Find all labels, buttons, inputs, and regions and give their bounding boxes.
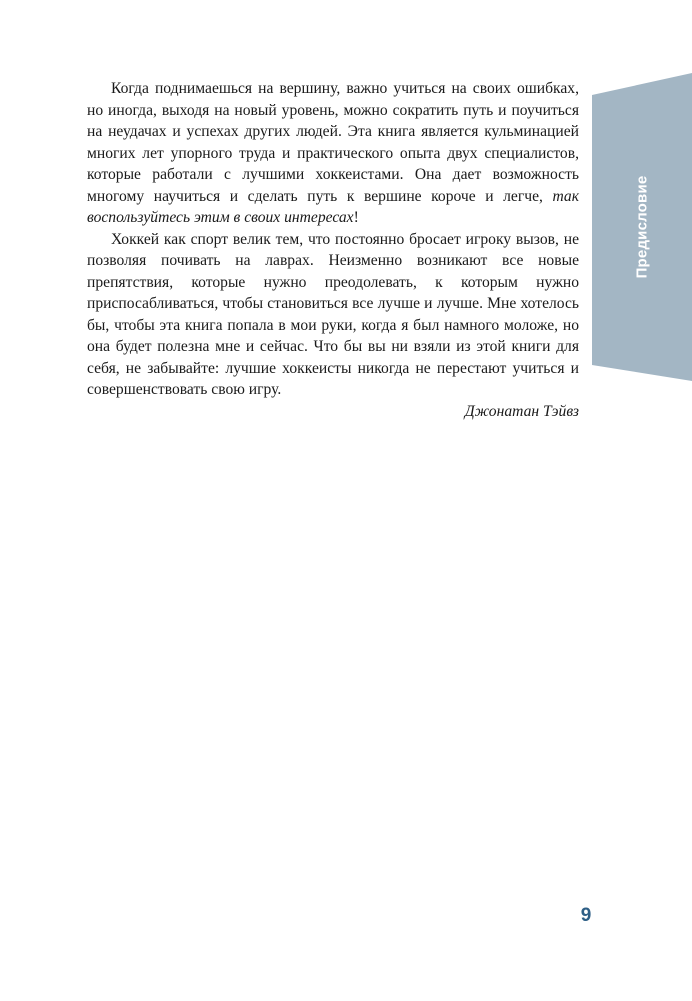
paragraph-1-italic: так воспользуйтесь этим в своих интересах — [87, 187, 579, 226]
paragraph-1-text: Когда поднимаешься на вершину, важно учиться на своих ошибках, но иногда, выходя на новый уровень, можно сократить путь и поучиться на неудачах и успехах других людей. Эта книга является кульминацией многих лет упорного труда и практического опыта двух специалистов, которые работали с лучшими хоккеистами. Она дает возможность многому научиться и сделать путь к вершине короче и легче, — [87, 80, 579, 205]
chapter-side-tab — [592, 73, 692, 381]
side-tab-label: Предисловие — [633, 175, 651, 279]
foreword-text — [87, 78, 579, 422]
paragraph-2 — [87, 229, 579, 401]
page-number: 9 — [580, 905, 592, 926]
paragraph-1 — [87, 78, 579, 229]
paragraph-2-text: Хоккей как спорт велик тем, что постоянно бросает игроку вызов, не позволяя почивать на лаврах. Неизменно возникают все новые препятствия, которые нужно преодолевать, к которым нужно приспосабливаться, чтобы становиться все лучше и лучше. Мне хотелось бы, чтобы эта книга попала в мои руки, когда я был намного моложе, но она будет полезна мне и сейчас. Что бы вы ни взяли из этой книги для себя, не забывайте: лучшие хоккеисты никогда не перестают учиться и совершенствовать свою игру. — [87, 230, 579, 398]
paragraph-1-end: ! — [353, 209, 359, 226]
signature: Джонатан Тэйвз — [464, 402, 579, 420]
